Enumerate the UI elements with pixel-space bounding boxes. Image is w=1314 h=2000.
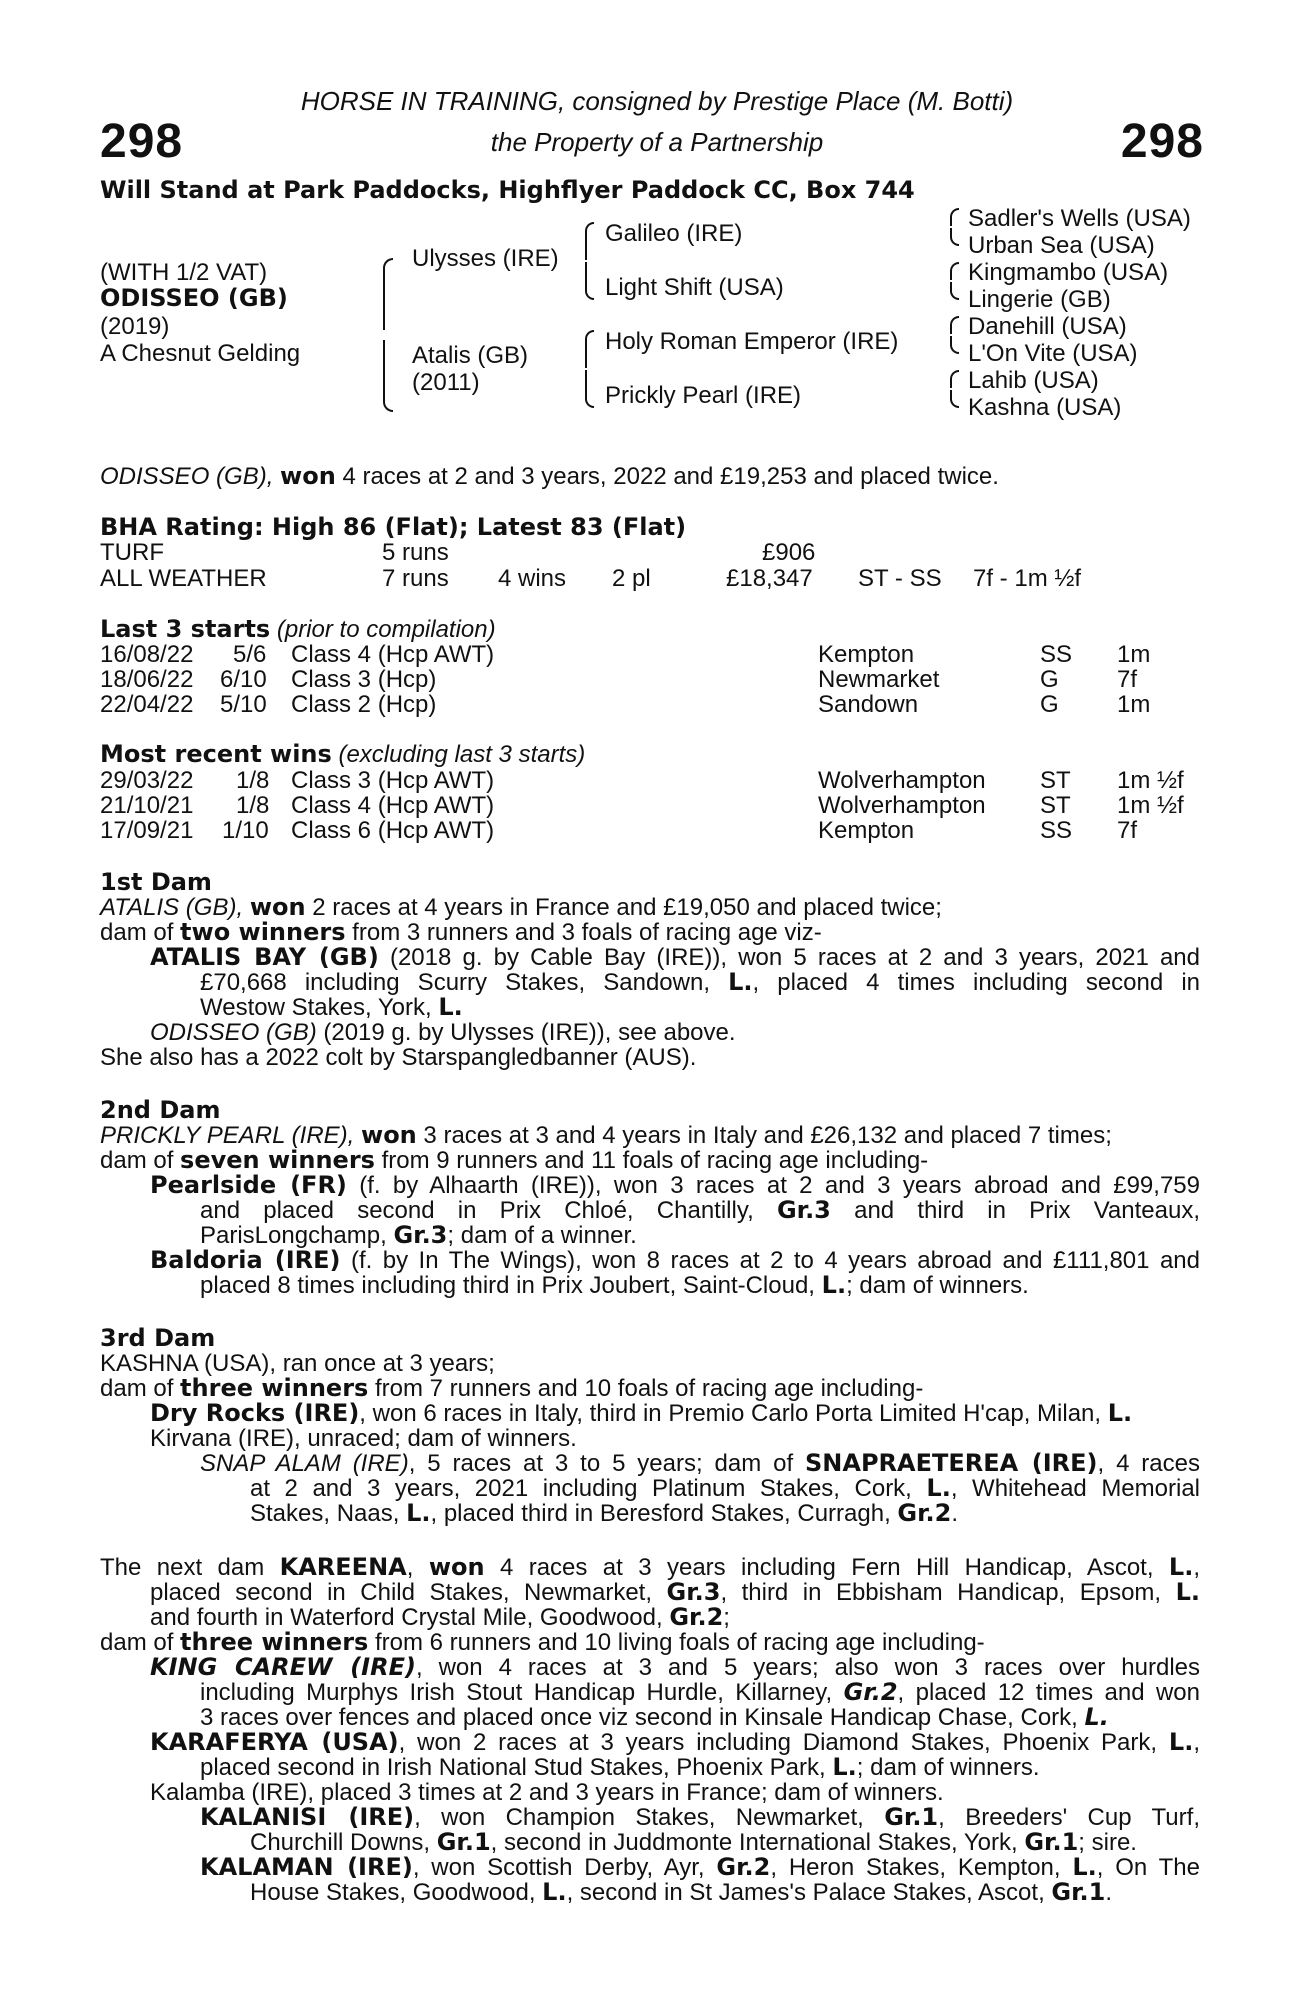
- win-course: Kempton: [818, 817, 915, 844]
- text: and fourth in Waterford Crystal Mile, Goodwood,: [150, 1604, 670, 1631]
- text: 3 races at 3 and 4 years in Italy and £26,132 and placed 7 times;: [416, 1122, 1112, 1149]
- grade: L.: [1168, 1553, 1194, 1581]
- text: , second in St James's Palace Stakes, Ascot,: [566, 1879, 1052, 1906]
- text: Westow Stakes, York,: [200, 994, 439, 1021]
- run-pos: 6/10: [220, 666, 267, 693]
- second-dam-section: [100, 1098, 1200, 1298]
- produce-summary: [100, 1376, 1200, 1401]
- produce-entry: [100, 1273, 1200, 1298]
- won-label: won: [249, 893, 306, 921]
- brace-shape: [950, 390, 959, 408]
- text: .: [951, 1500, 959, 1527]
- produce-summary: [100, 1148, 1200, 1173]
- run-distance: 7f: [1117, 666, 1138, 693]
- last3-note: (prior to compilation): [276, 616, 496, 643]
- dam-record: [100, 895, 1200, 920]
- brace-shape: [950, 336, 959, 354]
- win-date: 21/10/21: [100, 792, 194, 819]
- run-pos: 5/6: [233, 641, 267, 668]
- brace-shape: [585, 222, 594, 260]
- rating-runs: 5 runs: [382, 539, 449, 566]
- run-distance: 1m: [1117, 641, 1151, 668]
- lot-number-left: 298: [100, 115, 184, 168]
- produce-entry: [100, 1173, 1200, 1198]
- third-dam-section: [100, 1326, 1200, 1526]
- dam-record: KASHNA (USA), ran once at 3 years;: [100, 1350, 495, 1377]
- dam-record: [100, 1555, 1200, 1580]
- text: ,: [1193, 1729, 1200, 1756]
- run-course: Sandown: [818, 691, 919, 718]
- produce-entry: [100, 1248, 1200, 1273]
- dam-record: [100, 1580, 1200, 1605]
- dam: Atalis (GB): [412, 342, 529, 369]
- produce-name: KING CAREW (IRE): [150, 1653, 416, 1681]
- text: (2018 g. by Cable Bay (IRE)), won 5 races at 2 and 3 years, 2021 and: [378, 944, 1200, 971]
- horse-year: (2019): [100, 313, 170, 340]
- win-class: Class 6 (Hcp AWT): [291, 817, 495, 844]
- win-pos: 1/10: [222, 817, 269, 844]
- summary-rest: 4 races at 2 and 3 years, 2022 and £19,253 and placed twice.: [335, 463, 999, 490]
- text: The next dam: [100, 1554, 280, 1581]
- text: , 4 races: [1097, 1450, 1200, 1477]
- win-going: ST: [1040, 767, 1071, 794]
- grade: Gr.2: [669, 1603, 724, 1631]
- horse-description: A Chesnut Gelding: [100, 340, 301, 367]
- text: , Breeders' Cup Turf,: [938, 1804, 1200, 1831]
- won-label: won: [428, 1553, 485, 1581]
- text: 2 races at 4 years in France and £19,050 and placed twice;: [305, 894, 942, 921]
- dam-name: PRICKLY PEARL (IRE),: [100, 1122, 355, 1149]
- race-summary: [100, 464, 999, 489]
- produce-entry: [100, 1476, 1200, 1501]
- text: (2019 g. by Ulysses (IRE)), see above.: [316, 1019, 736, 1046]
- produce-entry: [100, 1755, 1200, 1780]
- produce-entry: [100, 1501, 1200, 1526]
- section-title: 2nd Dam: [100, 1096, 221, 1124]
- grade: Gr.1: [436, 1828, 491, 1856]
- text: , won 6 races in Italy, third in Premio Carlo Porta Limited H'cap, Milan,: [359, 1400, 1108, 1427]
- grade: L.: [832, 1753, 857, 1781]
- grade: L.: [542, 1878, 567, 1906]
- text: , placed 4 times including second in: [752, 969, 1201, 996]
- run-going: SS: [1040, 641, 1073, 668]
- text: , won Champion Stakes, Newmarket,: [414, 1804, 885, 1831]
- produce-entry: [100, 1730, 1200, 1755]
- text: from 6 runners and 10 living foals of racing age including-: [368, 1629, 985, 1656]
- text: 4 races at 3 years including Fern Hill Handicap, Ascot,: [484, 1554, 1169, 1581]
- text: ; dam of winners.: [856, 1754, 1040, 1781]
- produce-entry: Kalamba (IRE), placed 3 times at 2 and 3 years in France; dam of winners.: [150, 1779, 944, 1806]
- brace-shape: [383, 258, 393, 330]
- grade: Gr.3: [776, 1196, 831, 1224]
- brace-shape: [950, 282, 959, 300]
- text: .: [1105, 1879, 1113, 1906]
- produce-entry: [100, 970, 1200, 995]
- grade: Gr.2: [716, 1853, 771, 1881]
- winners-count: seven winners: [180, 1146, 375, 1174]
- text: , third in Ebbisham Handicap, Epsom,: [720, 1579, 1176, 1606]
- brace-shape: [585, 370, 594, 408]
- produce-summary: [100, 1630, 1200, 1655]
- last3-title: Last 3 starts: [100, 615, 271, 643]
- dam-name: KAREENA: [279, 1553, 407, 1581]
- dam-year: (2011): [412, 369, 480, 396]
- grade: L.: [438, 993, 463, 1021]
- produce-entry: [100, 1705, 1200, 1730]
- run-date: 16/08/22: [100, 641, 194, 668]
- rating-prize: £18,347: [726, 565, 813, 592]
- dam-dam: Prickly Pearl (IRE): [605, 382, 802, 409]
- text: House Stakes, Goodwood,: [250, 1879, 543, 1906]
- produce-entry: [100, 1880, 1200, 1905]
- text: 3 races over fences and placed once viz second in Kinsale Handicap Chase, Cork,: [200, 1704, 1085, 1731]
- grade: Gr.2: [897, 1499, 952, 1527]
- text: placed second in Irish National Stud Stakes, Phoenix Park,: [200, 1754, 833, 1781]
- run-class: Class 3 (Hcp): [291, 666, 437, 693]
- run-date: 18/06/22: [100, 666, 194, 693]
- dam-sire: Holy Roman Emperor (IRE): [605, 328, 899, 355]
- text: , won Scottish Derby, Ayr,: [412, 1854, 717, 1881]
- produce-name: SNAPRAETEREA (IRE): [805, 1449, 1098, 1477]
- section-title: 1st Dam: [100, 868, 212, 896]
- produce-entry: [100, 945, 1200, 970]
- winners-count: three winners: [180, 1374, 369, 1402]
- summary-horse: ODISSEO (GB),: [100, 463, 274, 490]
- produce-entry: [100, 1655, 1200, 1680]
- run-class: Class 2 (Hcp): [291, 691, 437, 718]
- last3-heading: [100, 617, 496, 642]
- produce-name: KALAMAN (IRE): [200, 1853, 413, 1881]
- text: ; dam of a winner.: [447, 1222, 637, 1249]
- text: , Whitehead Memorial: [950, 1475, 1200, 1502]
- produce-name: ATALIS BAY (GB): [150, 943, 379, 971]
- produce-name: Pearlside (FR): [150, 1171, 347, 1199]
- text: Churchill Downs,: [250, 1829, 437, 1856]
- grade: Gr.3: [666, 1578, 721, 1606]
- text: , On The: [1096, 1854, 1200, 1881]
- grade: L.: [728, 968, 753, 996]
- text: , won 4 races at 3 and 5 years; also won 3 races over hurdles: [415, 1654, 1200, 1681]
- brace-shape: [383, 340, 393, 412]
- dam-record: [100, 1605, 1200, 1630]
- grade: L.: [1107, 1399, 1133, 1427]
- property-line: the Property of a Partnership: [490, 127, 824, 157]
- gen3-2: Urban Sea (USA): [968, 232, 1155, 259]
- produce-name: Dry Rocks (IRE): [150, 1399, 360, 1427]
- text: £70,668 including Scurry Stakes, Sandown,: [200, 969, 729, 996]
- text: and third in Prix Vanteaux,: [830, 1197, 1200, 1224]
- gen3-5: Danehill (USA): [968, 313, 1127, 340]
- text: ParisLongchamp,: [200, 1222, 394, 1249]
- rating-surface: ALL WEATHER: [100, 565, 267, 592]
- produce-summary: [100, 920, 1200, 945]
- text: , placed 12 times and won: [897, 1679, 1200, 1706]
- rating-title: BHA Rating: High 86 (Flat); Latest 83 (Flat): [100, 513, 687, 541]
- rating-prize: £906: [762, 539, 816, 566]
- text: ; sire.: [1078, 1829, 1137, 1856]
- text: placed 8 times including third in Prix Joubert, Saint-Cloud,: [200, 1272, 822, 1299]
- produce-entry: [100, 1451, 1200, 1476]
- produce-entry: [100, 995, 1200, 1020]
- grade: Gr.2: [843, 1678, 898, 1706]
- run-going: G: [1040, 666, 1059, 693]
- text: dam of: [100, 919, 181, 946]
- win-pos: 1/8: [236, 792, 270, 819]
- stand-location: Will Stand at Park Paddocks, Highflyer Paddock CC, Box 744: [100, 176, 915, 204]
- rating-surface: TURF: [100, 539, 164, 566]
- win-course: Wolverhampton: [818, 792, 986, 819]
- brace-shape: [950, 316, 959, 334]
- brace-shape: [950, 208, 959, 226]
- produce-entry: [100, 1223, 1200, 1248]
- brace-shape: [585, 262, 594, 300]
- brace-shape: [585, 330, 594, 368]
- produce-entry: Kirvana (IRE), unraced; dam of winners.: [150, 1425, 577, 1452]
- win-pos: 1/8: [236, 767, 270, 794]
- text: and placed second in Prix Chloé, Chantilly,: [200, 1197, 777, 1224]
- run-going: G: [1040, 691, 1059, 718]
- summary-won: won: [280, 462, 336, 490]
- gen3-7: Lahib (USA): [968, 367, 1099, 394]
- first-dam-section: [100, 870, 1200, 1070]
- win-date: 17/09/21: [100, 817, 194, 844]
- won-label: won: [361, 1121, 417, 1149]
- text: (f. by Alhaarth (IRE)), won 3 races at 2 and 3 years abroad and £99,759: [346, 1172, 1200, 1199]
- win-distance: 7f: [1117, 817, 1138, 844]
- gen3-3: Kingmambo (USA): [968, 259, 1169, 286]
- win-distance: 1m ½f: [1117, 767, 1184, 794]
- win-distance: 1m ½f: [1117, 792, 1184, 819]
- text: dam of: [100, 1147, 181, 1174]
- win-going: SS: [1040, 817, 1073, 844]
- sire: Ulysses (IRE): [412, 245, 559, 272]
- produce-entry: [100, 1680, 1200, 1705]
- text: at 2 and 3 years, 2021 including Platinum Stakes, Cork,: [250, 1475, 927, 1502]
- run-course: Kempton: [818, 641, 915, 668]
- text: from 3 runners and 3 foals of racing age viz-: [345, 919, 822, 946]
- next-dam-section: [100, 1555, 1200, 1905]
- text: Stakes, Naas,: [250, 1500, 407, 1527]
- run-date: 22/04/22: [100, 691, 194, 718]
- dam-name: ATALIS (GB),: [100, 894, 244, 921]
- consignor-line: HORSE IN TRAINING, consigned by Prestige Place (M. Botti): [300, 86, 1014, 116]
- rating-wins: 4 wins: [498, 565, 567, 592]
- win-class: Class 3 (Hcp AWT): [291, 767, 495, 794]
- grade: L.: [1168, 1728, 1194, 1756]
- sire-dam: Light Shift (USA): [605, 274, 784, 301]
- produce-name: KARAFERYA (USA): [150, 1728, 399, 1756]
- text: ;: [723, 1604, 730, 1631]
- text: dam of: [100, 1629, 181, 1656]
- grade: Gr.3: [393, 1221, 448, 1249]
- grade: Gr.1: [1024, 1828, 1079, 1856]
- text: ; dam of winners.: [846, 1272, 1029, 1299]
- text: , 5 races at 3 to 5 years; dam of: [408, 1450, 806, 1477]
- recent-title: Most recent wins: [100, 740, 332, 768]
- grade: L.: [926, 1474, 951, 1502]
- run-course: Newmarket: [818, 666, 940, 693]
- recent-note: (excluding last 3 starts): [338, 741, 586, 768]
- recent-heading: [100, 742, 585, 767]
- text: ,: [406, 1554, 429, 1581]
- grade: Gr.1: [1051, 1878, 1106, 1906]
- rating-distance: 7f - 1m ½f: [973, 565, 1082, 592]
- brace-shape: [950, 370, 959, 388]
- win-going: ST: [1040, 792, 1071, 819]
- text: , placed third in Beresford Stakes, Curragh,: [430, 1500, 898, 1527]
- gen3-1: Sadler's Wells (USA): [968, 205, 1191, 232]
- grade: Gr.1: [884, 1803, 939, 1831]
- sire-sire: Galileo (IRE): [605, 220, 743, 247]
- grade: L.: [1175, 1578, 1200, 1606]
- produce-entry: [100, 1198, 1200, 1223]
- text: from 9 runners and 11 foals of racing age including-: [374, 1147, 929, 1174]
- produce-name: SNAP ALAM (IRE): [200, 1450, 409, 1477]
- other-produce: She also has a 2022 colt by Starspangledbanner (AUS).: [100, 1044, 697, 1071]
- produce-name: ODISSEO (GB): [150, 1019, 317, 1046]
- produce-entry: [100, 1401, 1200, 1426]
- text: (f. by In The Wings), won 8 races at 2 to 4 years abroad and £111,801 and: [340, 1247, 1200, 1274]
- grade: L.: [406, 1499, 431, 1527]
- produce-name: KALANISI (IRE): [200, 1803, 415, 1831]
- run-class: Class 4 (Hcp AWT): [291, 641, 495, 668]
- winners-count: three winners: [180, 1628, 369, 1656]
- lot-number-right: 298: [1120, 115, 1204, 168]
- win-course: Wolverhampton: [818, 767, 986, 794]
- brace-shape: [950, 228, 959, 246]
- win-class: Class 4 (Hcp AWT): [291, 792, 495, 819]
- grade: L.: [1084, 1703, 1109, 1731]
- produce-entry: [100, 1855, 1200, 1880]
- grade: L.: [1072, 1853, 1097, 1881]
- produce-entry: [100, 1830, 1200, 1855]
- winners-count: two winners: [180, 918, 346, 946]
- text: , won 2 races at 3 years including Diamond Stakes, Phoenix Park,: [398, 1729, 1169, 1756]
- rating-runs: 7 runs: [382, 565, 449, 592]
- gen3-4: Lingerie (GB): [968, 286, 1111, 313]
- produce-entry: [100, 1805, 1200, 1830]
- text: , Heron Stakes, Kempton,: [770, 1854, 1073, 1881]
- gen3-6: L'On Vite (USA): [968, 340, 1138, 367]
- text: , second in Juddmonte International Stakes, York,: [490, 1829, 1025, 1856]
- text: ,: [1193, 1554, 1201, 1581]
- grade: L.: [821, 1271, 847, 1299]
- gen3-8: Kashna (USA): [968, 394, 1122, 421]
- run-distance: 1m: [1117, 691, 1151, 718]
- win-date: 29/03/22: [100, 767, 194, 794]
- produce-entry: [100, 1020, 1200, 1045]
- text: including Murphys Irish Stout Handicap Hurdle, Killarney,: [200, 1679, 844, 1706]
- horse-name: ODISSEO (GB): [100, 284, 288, 312]
- text: placed second in Child Stakes, Newmarket,: [150, 1579, 667, 1606]
- rating-placed: 2 pl: [612, 565, 651, 592]
- dam-record: [100, 1123, 1200, 1148]
- text: dam of: [100, 1375, 181, 1402]
- text: from 7 runners and 10 foals of racing age including-: [368, 1375, 924, 1402]
- rating-going: ST - SS: [858, 565, 942, 592]
- run-pos: 5/10: [220, 691, 267, 718]
- vat-note: (WITH 1/2 VAT): [100, 259, 268, 286]
- produce-name: Baldoria (IRE): [150, 1246, 341, 1274]
- brace-shape: [950, 262, 959, 280]
- section-title: 3rd Dam: [100, 1324, 216, 1352]
